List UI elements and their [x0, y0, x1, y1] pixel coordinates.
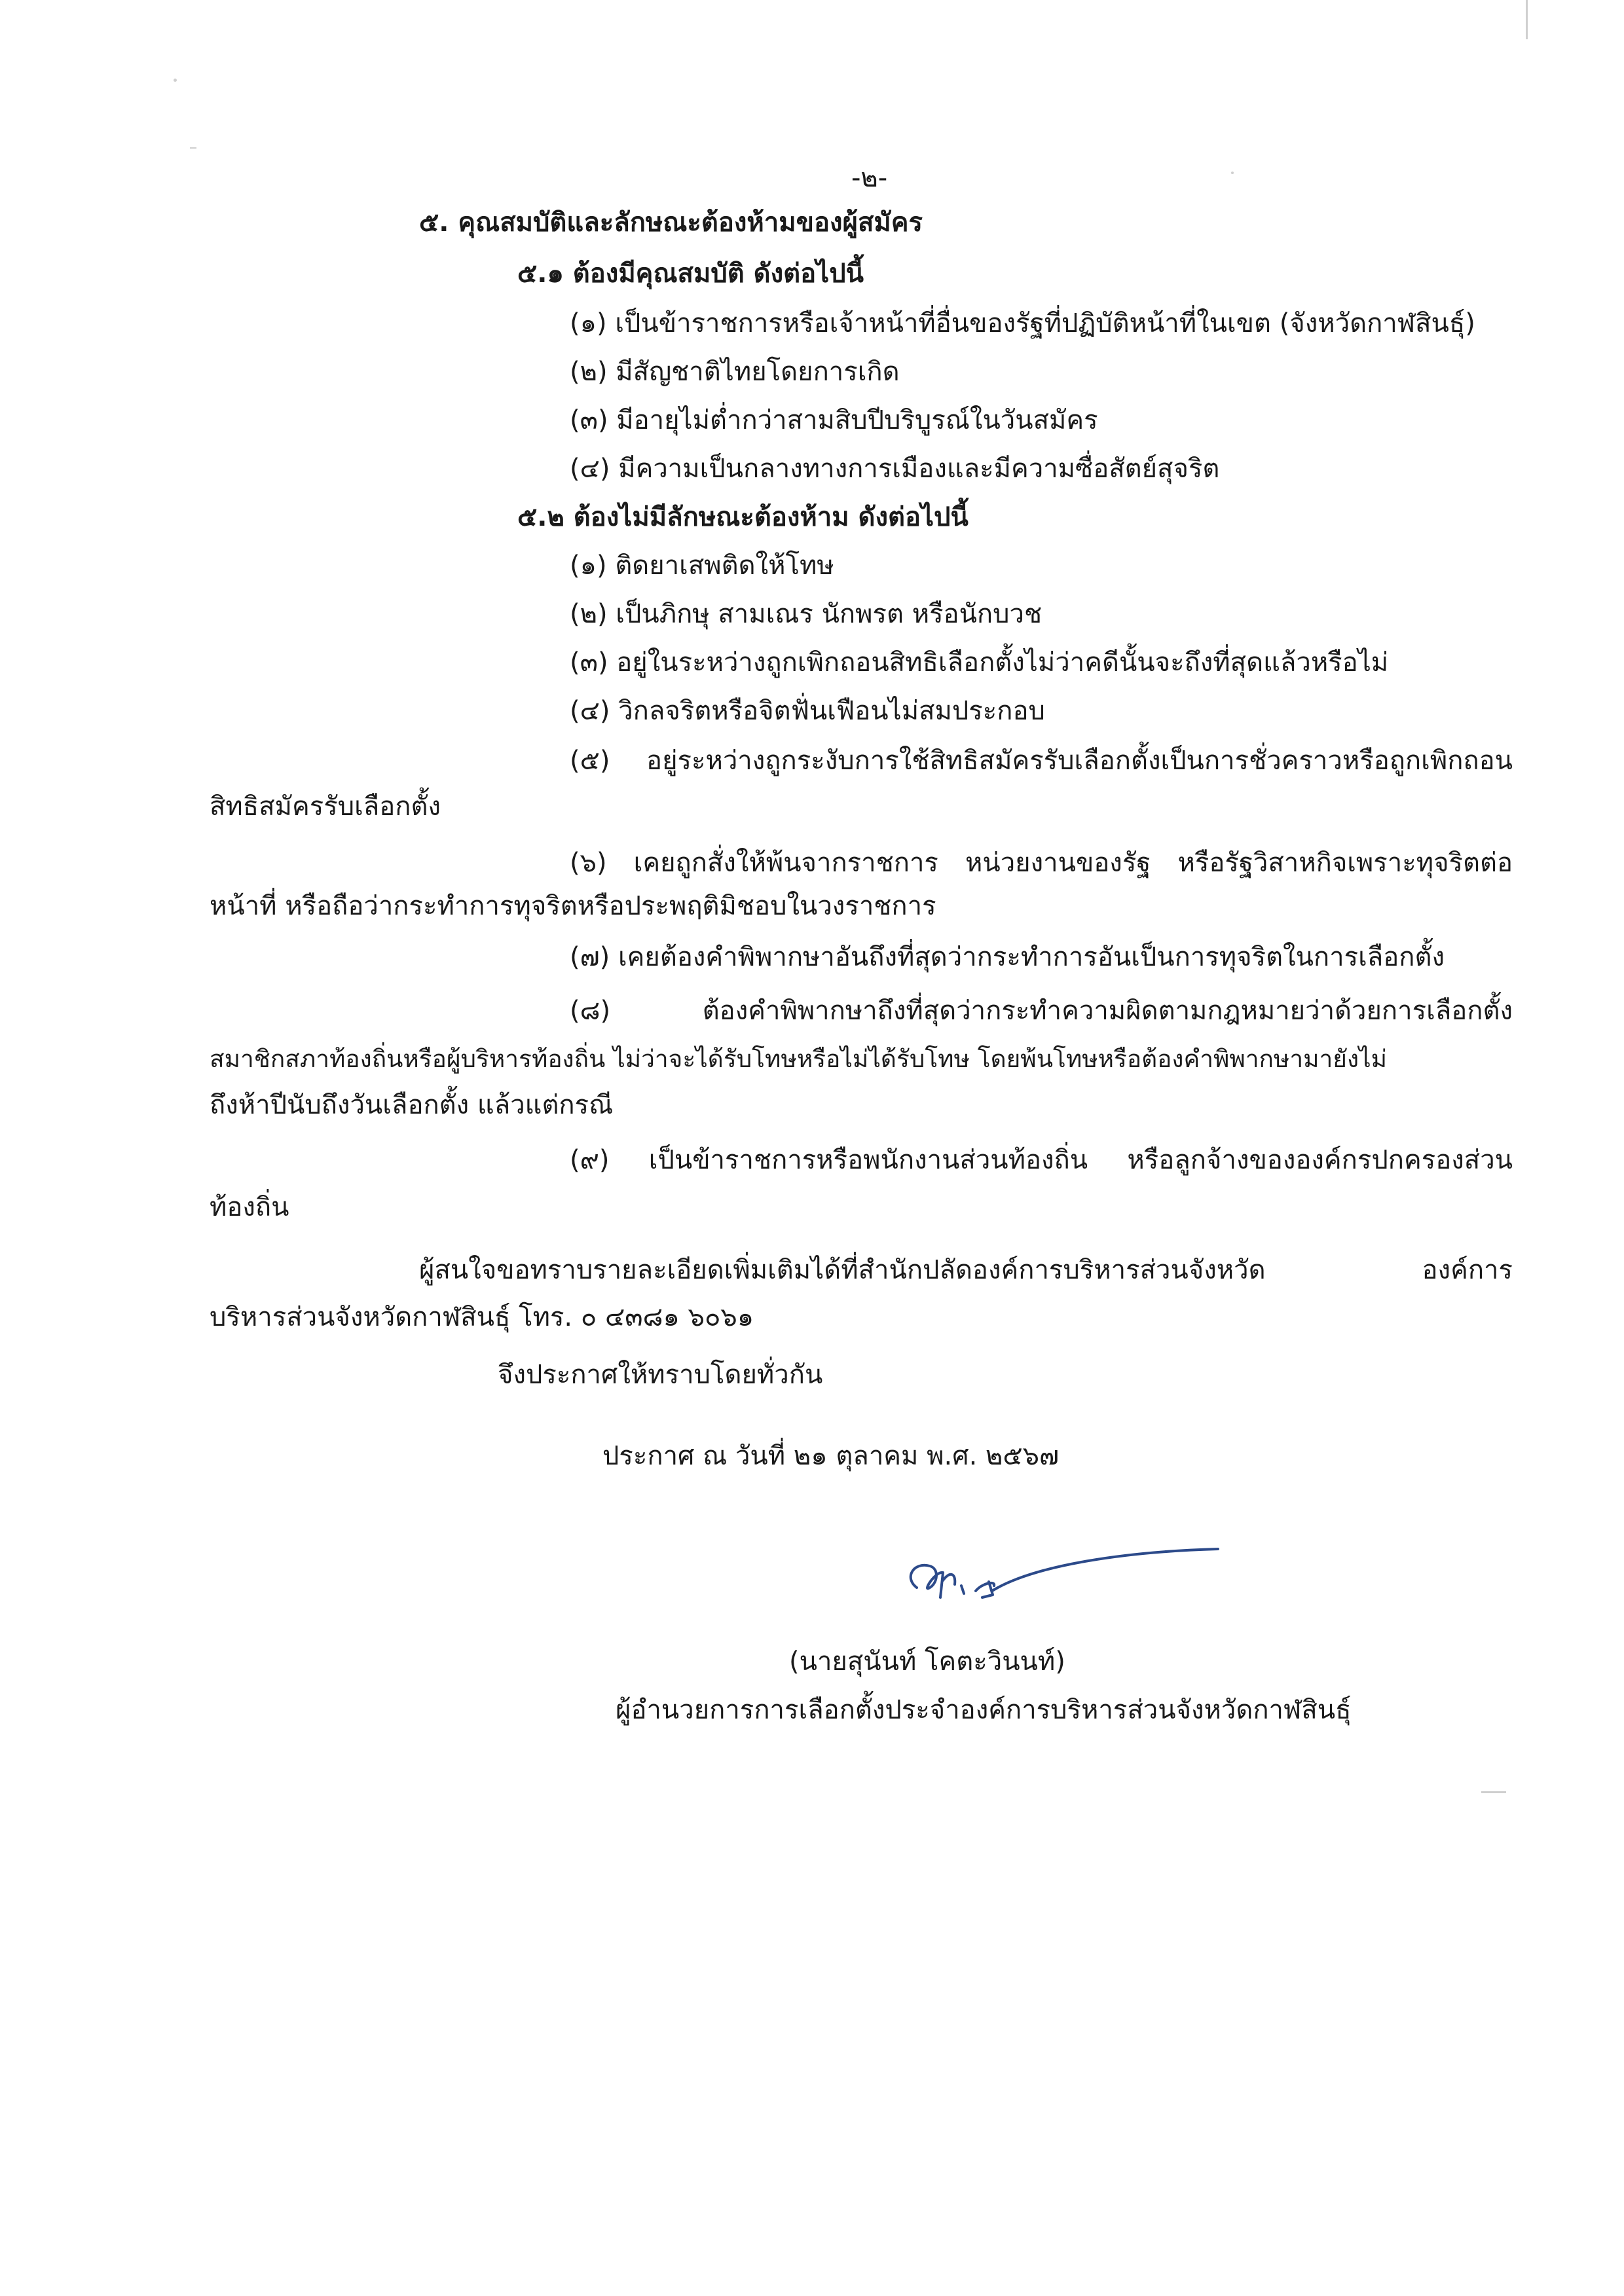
- list-item: (๒) มีสัญชาติไทยโดยการเกิด: [570, 357, 900, 387]
- subsection-heading-5-1: ๕.๑ ต้องมีคุณสมบัติ ดังต่อไปนี้: [517, 259, 864, 289]
- signature-stroke: [911, 1549, 1218, 1597]
- list-item-continuation: หน้าที่ หรือถือว่ากระทำการทุจริตหรือประพฤติมิชอบในวงราชการ: [210, 891, 936, 921]
- contact-paragraph-continuation: บริหารส่วนจังหวัดกาฬสินธุ์ โทร. ๐ ๔๓๘๑ ๖๐๖๑: [210, 1302, 754, 1332]
- announcement: จึงประกาศให้ทราบโดยทั่วกัน: [498, 1360, 823, 1390]
- scan-speck: [174, 79, 177, 82]
- list-item: (๑) ติดยาเสพติดให้โทษ: [570, 551, 834, 581]
- scan-edge-mark: [1526, 0, 1528, 39]
- list-item-continuation: สิทธิสมัครรับเลือกตั้ง: [210, 792, 441, 822]
- list-item: (๗) เคยต้องคำพิพากษาอันถึงที่สุดว่ากระทำการอันเป็นการทุจริตในการเลือกตั้ง: [570, 942, 1445, 972]
- list-item: (๑) เป็นข้าราชการหรือเจ้าหน้าที่อื่นของรัฐที่ปฏิบัติหน้าที่ในเขต (จังหวัดกาฬสินธุ์): [570, 308, 1475, 338]
- list-item: (๓) มีอายุไม่ต่ำกว่าสามสิบปีบริบูรณ์ในวันสมัคร: [570, 405, 1098, 435]
- list-item: (๔) วิกลจริตหรือจิตฟั่นเฟือนไม่สมประกอบ: [570, 696, 1045, 726]
- list-item-continuation: ท้องถิ่น: [210, 1192, 289, 1222]
- list-item: (๔) มีความเป็นกลางทางการเมืองและมีความซื่อสัตย์สุจริต: [570, 454, 1220, 484]
- list-item: (๓) อยู่ในระหว่างถูกเพิกถอนสิทธิเลือกตั้งไม่ว่าคดีนั้นจะถึงที่สุดแล้วหรือไม่: [570, 647, 1389, 678]
- scan-speck: [1231, 172, 1234, 174]
- section-heading: ๕. คุณสมบัติและลักษณะต้องห้ามของผู้สมัคร: [419, 208, 923, 238]
- list-item: (๙) เป็นข้าราชการหรือพนักงานส่วนท้องถิ่น หรือลูกจ้างขององค์กรปกครองส่วน: [570, 1145, 1513, 1175]
- list-item: (๒) เป็นภิกษุ สามเณร นักพรต หรือนักบวช: [570, 599, 1043, 629]
- scan-edge-mark: [1481, 1791, 1506, 1793]
- signature: [877, 1525, 1231, 1630]
- list-item: (๘) ต้องคำพิพากษาถึงที่สุดว่ากระทำความผิดตามกฎหมายว่าด้วยการเลือกตั้ง: [570, 996, 1513, 1026]
- contact-paragraph: ผู้สนใจขอทราบรายละเอียดเพิ่มเติมได้ที่สำนักปลัดองค์การบริหารส่วนจังหวัด องค์การ: [419, 1255, 1513, 1285]
- list-item: (๖) เคยถูกสั่งให้พ้นจากราชการ หน่วยงานของรัฐ หรือรัฐวิสาหกิจเพราะทุจริตต่อ: [570, 848, 1513, 878]
- signer-name: (นายสุนันท์ โคตะวินนท์): [789, 1647, 1065, 1677]
- subsection-heading-5-2: ๕.๒ ต้องไม่มีลักษณะต้องห้าม ดังต่อไปนี้: [517, 502, 969, 532]
- list-item: (๕) อยู่ระหว่างถูกระงับการใช้สิทธิสมัครรับเลือกตั้งเป็นการชั่วคราวหรือถูกเพิกถอน: [570, 746, 1513, 776]
- list-item-continuation: ถึงห้าปีนับถึงวันเลือกตั้ง แล้วแต่กรณี: [210, 1090, 614, 1120]
- signer-title: ผู้อำนวยการการเลือกตั้งประจำองค์การบริหารส่วนจังหวัดกาฬสินธุ์: [616, 1695, 1352, 1725]
- scan-speck: [190, 147, 196, 149]
- page-number: -๒-: [851, 163, 888, 193]
- announcement-date: ประกาศ ณ วันที่ ๒๑ ตุลาคม พ.ศ. ๒๕๖๗: [602, 1441, 1060, 1471]
- list-item-continuation: สมาชิกสภาท้องถิ่นหรือผู้บริหารท้องถิ่น ไม่ว่าจะได้รับโทษหรือไม่ได้รับโทษ โดยพ้นโทษหรือต้องคำพิพากษามายังไม่: [210, 1045, 1388, 1073]
